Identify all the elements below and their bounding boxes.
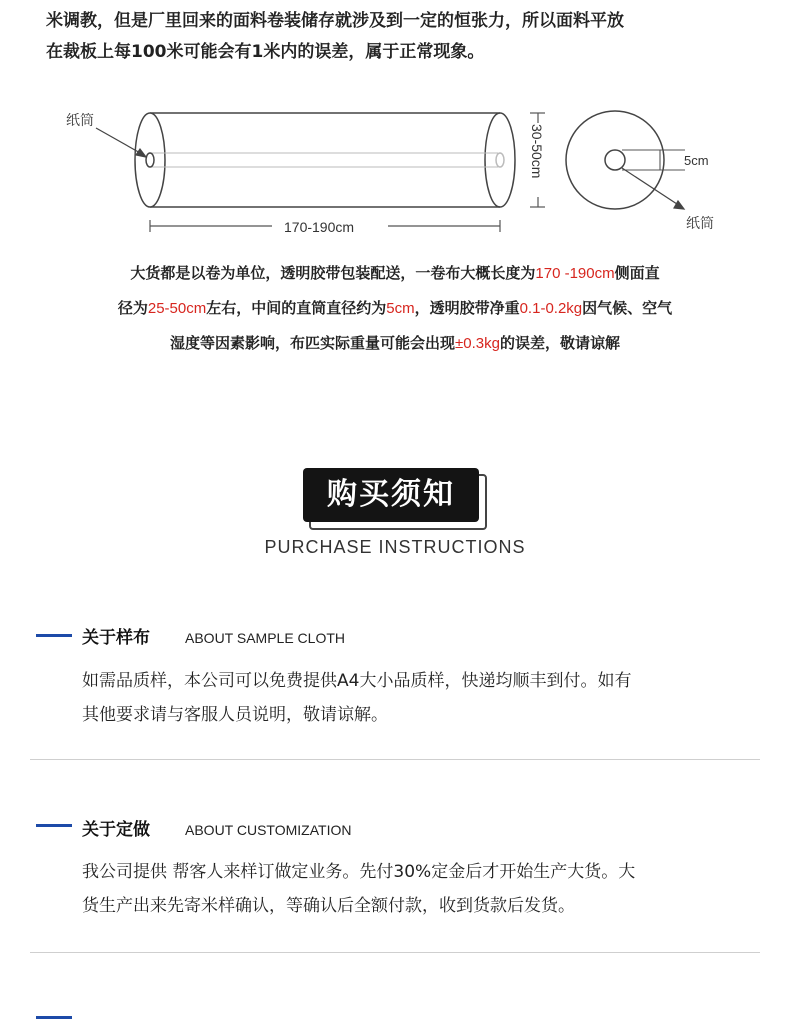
section-partial (0, 1004, 790, 1019)
fabric-roll-side-view (135, 113, 515, 207)
diameter-label: 30-50cm (529, 124, 545, 179)
section-body: 如需品质样，本公司可以免费提供A4大小品质样，快递均顺丰到付。如有 其他要求请与客服人员说明，敬请谅解。 (82, 671, 632, 725)
intro-line-1: 米调教，但是厂里回来的面料卷装储存就涉及到一定的恒张力，所以面料平放 (46, 11, 624, 31)
fabric-roll-end-view (566, 111, 664, 209)
section-subtitle: ABOUT CUSTOMIZATION (185, 822, 352, 838)
tube-label-left: 纸筒 (66, 112, 94, 128)
roll-description (40, 256, 750, 361)
section-bar (36, 824, 72, 827)
section-heading-subtitle: PURCHASE INSTRUCTIONS (264, 537, 526, 557)
caption-line-2: 径为25-50cm左右，中间的直筒直径约为5cm，透明胶带净重0.1-0.2kg因气候、空气 (117, 299, 673, 317)
fabric-roll-diagram (0, 95, 790, 245)
intro-paragraph (46, 6, 766, 68)
length-label: 170-190cm (284, 219, 355, 235)
purchase-instructions-badge (303, 468, 485, 526)
section-title: 关于定做 (82, 820, 150, 840)
tube-label-right: 纸筒 (686, 215, 714, 231)
section-title: 关于样布 (82, 628, 150, 648)
caption-line-3: 湿度等因素影响，布匹实际重量可能会出现±0.3kg的误差，敬请谅解 (170, 334, 620, 352)
caption-line-1: 大货都是以卷为单位，透明胶带包装配送，一卷布大概长度为170 -190cm侧面直 (130, 264, 660, 282)
core-label: 5cm (684, 153, 709, 168)
section-subtitle: ABOUT SAMPLE CLOTH (185, 630, 346, 646)
divider (30, 759, 760, 760)
section-bar (36, 634, 72, 637)
divider (30, 952, 760, 953)
section-heading-title: 购买须知 (303, 468, 479, 522)
section-body: 我公司提供 帮客人来样订做定业务。先付30%定金后才开始生产大货。大 货生产出来先寄米样确认，等确认后全额付款，收到货款后发货。 (82, 862, 636, 916)
intro-line-2: 在裁板上每100米可能会有1米内的误差，属于正常现象。 (46, 42, 485, 62)
